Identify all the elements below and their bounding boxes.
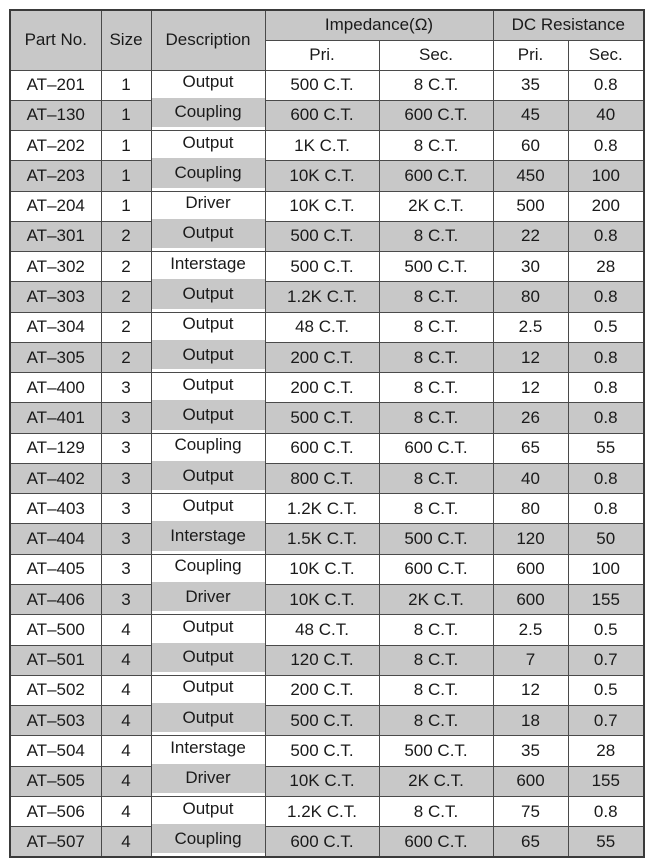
size-cell: 4: [101, 675, 151, 705]
impedance-pri-cell: 48 C.T.: [265, 615, 379, 645]
description-cell: Coupling: [151, 824, 265, 854]
part-no-cell: AT–303: [10, 282, 101, 312]
impedance-sec-cell: 8 C.T.: [379, 221, 493, 251]
dc-sec-cell: 0.8: [568, 373, 644, 403]
description-cell: Coupling: [151, 430, 265, 460]
dc-pri-cell: 18: [493, 706, 568, 736]
table-row: [10, 706, 644, 736]
table-row: [10, 191, 644, 221]
impedance-sec-cell: 600 C.T.: [379, 827, 493, 857]
dc-sec-cell: 0.8: [568, 221, 644, 251]
impedance-pri-cell: 500 C.T.: [265, 706, 379, 736]
part-no-cell: AT–505: [10, 766, 101, 796]
impedance-sec-cell: 500 C.T.: [379, 524, 493, 554]
header-impedance-sec: Sec.: [379, 40, 493, 70]
size-cell: 3: [101, 585, 151, 615]
dc-pri-cell: 65: [493, 827, 568, 857]
size-cell: 1: [101, 131, 151, 161]
impedance-sec-cell: 8 C.T.: [379, 131, 493, 161]
dc-sec-cell: 155: [568, 766, 644, 796]
dc-sec-cell: 200: [568, 191, 644, 221]
table-row: [10, 585, 644, 615]
size-cell: 1: [101, 161, 151, 191]
header-size: Size: [101, 10, 151, 70]
size-cell: 3: [101, 554, 151, 584]
table-row: [10, 100, 644, 130]
size-cell: 3: [101, 524, 151, 554]
impedance-pri-cell: 800 C.T.: [265, 463, 379, 493]
table-row: [10, 282, 644, 312]
impedance-pri-cell: 1.2K C.T.: [265, 282, 379, 312]
part-no-cell: AT–404: [10, 524, 101, 554]
part-no-cell: AT–129: [10, 433, 101, 463]
header-part-no: Part No.: [10, 10, 101, 70]
dc-sec-cell: 55: [568, 827, 644, 857]
dc-pri-cell: 75: [493, 796, 568, 826]
impedance-sec-cell: 8 C.T.: [379, 282, 493, 312]
size-cell: 3: [101, 373, 151, 403]
dc-sec-cell: 100: [568, 554, 644, 584]
dc-sec-cell: 0.8: [568, 463, 644, 493]
impedance-sec-cell: 8 C.T.: [379, 645, 493, 675]
description-cell: Interstage: [151, 733, 265, 763]
size-cell: 3: [101, 433, 151, 463]
dc-pri-cell: 80: [493, 282, 568, 312]
header-dc-resistance: DC Resistance: [493, 10, 644, 40]
table-row: [10, 736, 644, 766]
dc-pri-cell: 600: [493, 766, 568, 796]
impedance-sec-cell: 2K C.T.: [379, 766, 493, 796]
impedance-sec-cell: 2K C.T.: [379, 585, 493, 615]
table-row: [10, 221, 644, 251]
part-no-cell: AT–202: [10, 131, 101, 161]
table-row: [10, 524, 644, 554]
part-no-cell: AT–402: [10, 463, 101, 493]
size-cell: 3: [101, 403, 151, 433]
description-cell: Coupling: [151, 551, 265, 581]
dc-sec-cell: 28: [568, 252, 644, 282]
dc-pri-cell: 40: [493, 463, 568, 493]
table-row: [10, 70, 644, 100]
size-cell: 4: [101, 766, 151, 796]
dc-pri-cell: 80: [493, 494, 568, 524]
part-no-cell: AT–400: [10, 373, 101, 403]
part-no-cell: AT–401: [10, 403, 101, 433]
impedance-pri-cell: 1.5K C.T.: [265, 524, 379, 554]
table-row: [10, 766, 644, 796]
dc-sec-cell: 100: [568, 161, 644, 191]
impedance-pri-cell: 500 C.T.: [265, 252, 379, 282]
description-cell: Output: [151, 309, 265, 339]
dc-sec-cell: 0.7: [568, 706, 644, 736]
impedance-sec-cell: 600 C.T.: [379, 554, 493, 584]
description-cell: Output: [151, 279, 265, 309]
part-no-cell: AT–302: [10, 252, 101, 282]
part-no-cell: AT–406: [10, 585, 101, 615]
description-cell: Interstage: [151, 521, 265, 551]
table-row: [10, 161, 644, 191]
description-cell: Output: [151, 128, 265, 158]
description-cell: Output: [151, 460, 265, 490]
dc-sec-cell: 55: [568, 433, 644, 463]
dc-sec-cell: 50: [568, 524, 644, 554]
size-cell: 3: [101, 494, 151, 524]
dc-sec-cell: 0.8: [568, 70, 644, 100]
dc-pri-cell: 600: [493, 585, 568, 615]
size-cell: 2: [101, 252, 151, 282]
dc-sec-cell: 40: [568, 100, 644, 130]
dc-pri-cell: 600: [493, 554, 568, 584]
dc-pri-cell: 35: [493, 736, 568, 766]
size-cell: 4: [101, 736, 151, 766]
part-no-cell: AT–502: [10, 675, 101, 705]
part-no-cell: AT–130: [10, 100, 101, 130]
size-cell: 2: [101, 221, 151, 251]
description-cell: Coupling: [151, 97, 265, 127]
size-cell: 2: [101, 312, 151, 342]
impedance-sec-cell: 8 C.T.: [379, 463, 493, 493]
size-cell: 1: [101, 70, 151, 100]
dc-sec-cell: 0.8: [568, 796, 644, 826]
dc-sec-cell: 0.5: [568, 675, 644, 705]
size-cell: 2: [101, 342, 151, 372]
dc-pri-cell: 2.5: [493, 615, 568, 645]
dc-pri-cell: 45: [493, 100, 568, 130]
dc-sec-cell: 0.8: [568, 403, 644, 433]
part-no-cell: AT–304: [10, 312, 101, 342]
description-cell: Output: [151, 491, 265, 521]
table-row: [10, 827, 644, 857]
table-row: [10, 494, 644, 524]
header-dc-sec: Sec.: [568, 40, 644, 70]
part-no-cell: AT–405: [10, 554, 101, 584]
dc-pri-cell: 500: [493, 191, 568, 221]
impedance-sec-cell: 8 C.T.: [379, 342, 493, 372]
table-row: [10, 131, 644, 161]
table-row: [10, 675, 644, 705]
impedance-pri-cell: 10K C.T.: [265, 585, 379, 615]
impedance-pri-cell: 500 C.T.: [265, 736, 379, 766]
part-no-cell: AT–204: [10, 191, 101, 221]
impedance-pri-cell: 600 C.T.: [265, 827, 379, 857]
dc-pri-cell: 12: [493, 675, 568, 705]
table-row: [10, 252, 644, 282]
part-no-cell: AT–506: [10, 796, 101, 826]
description-cell: Output: [151, 703, 265, 733]
dc-sec-cell: 0.5: [568, 312, 644, 342]
dc-pri-cell: 450: [493, 161, 568, 191]
table-body: [10, 70, 644, 857]
part-no-cell: AT–503: [10, 706, 101, 736]
dc-pri-cell: 7: [493, 645, 568, 675]
dc-sec-cell: 0.5: [568, 615, 644, 645]
part-no-cell: AT–203: [10, 161, 101, 191]
impedance-pri-cell: 1K C.T.: [265, 131, 379, 161]
impedance-sec-cell: 8 C.T.: [379, 494, 493, 524]
dc-pri-cell: 2.5: [493, 312, 568, 342]
description-cell: Output: [151, 339, 265, 369]
impedance-sec-cell: 600 C.T.: [379, 433, 493, 463]
table-row: [10, 615, 644, 645]
dc-pri-cell: 120: [493, 524, 568, 554]
size-cell: 4: [101, 645, 151, 675]
impedance-sec-cell: 8 C.T.: [379, 70, 493, 100]
impedance-pri-cell: 500 C.T.: [265, 403, 379, 433]
part-no-cell: AT–403: [10, 494, 101, 524]
header-impedance: Impedance(Ω): [265, 10, 493, 40]
part-no-cell: AT–504: [10, 736, 101, 766]
impedance-sec-cell: 500 C.T.: [379, 736, 493, 766]
impedance-sec-cell: 8 C.T.: [379, 615, 493, 645]
impedance-pri-cell: 1.2K C.T.: [265, 796, 379, 826]
impedance-pri-cell: 10K C.T.: [265, 554, 379, 584]
size-cell: 4: [101, 615, 151, 645]
dc-pri-cell: 35: [493, 70, 568, 100]
impedance-pri-cell: 48 C.T.: [265, 312, 379, 342]
description-cell: Output: [151, 793, 265, 823]
size-cell: 4: [101, 796, 151, 826]
dc-sec-cell: 0.8: [568, 282, 644, 312]
dc-pri-cell: 26: [493, 403, 568, 433]
table-row: [10, 796, 644, 826]
part-no-cell: AT–501: [10, 645, 101, 675]
size-cell: 3: [101, 463, 151, 493]
dc-sec-cell: 0.8: [568, 342, 644, 372]
impedance-sec-cell: 8 C.T.: [379, 796, 493, 826]
impedance-pri-cell: 1.2K C.T.: [265, 494, 379, 524]
table-row: [10, 463, 644, 493]
impedance-pri-cell: 200 C.T.: [265, 342, 379, 372]
size-cell: 4: [101, 827, 151, 857]
description-cell: Output: [151, 400, 265, 430]
part-no-cell: AT–301: [10, 221, 101, 251]
part-no-cell: AT–507: [10, 827, 101, 857]
impedance-pri-cell: 120 C.T.: [265, 645, 379, 675]
impedance-sec-cell: 8 C.T.: [379, 403, 493, 433]
transformer-spec-table: [9, 9, 645, 858]
table-row: [10, 554, 644, 584]
impedance-pri-cell: 10K C.T.: [265, 766, 379, 796]
table-row: [10, 373, 644, 403]
description-cell: Output: [151, 612, 265, 642]
description-cell: Driver: [151, 763, 265, 793]
size-cell: 1: [101, 100, 151, 130]
size-cell: 4: [101, 706, 151, 736]
description-cell: Output: [151, 370, 265, 400]
impedance-sec-cell: 8 C.T.: [379, 312, 493, 342]
description-cell: Output: [151, 642, 265, 672]
description-cell: Driver: [151, 582, 265, 612]
dc-pri-cell: 65: [493, 433, 568, 463]
impedance-pri-cell: 500 C.T.: [265, 70, 379, 100]
dc-pri-cell: 30: [493, 252, 568, 282]
impedance-pri-cell: 600 C.T.: [265, 100, 379, 130]
dc-sec-cell: 0.7: [568, 645, 644, 675]
header-impedance-pri: Pri.: [265, 40, 379, 70]
dc-pri-cell: 12: [493, 342, 568, 372]
part-no-cell: AT–500: [10, 615, 101, 645]
part-no-cell: AT–305: [10, 342, 101, 372]
impedance-sec-cell: 2K C.T.: [379, 191, 493, 221]
table-row: [10, 403, 644, 433]
header-description: Description: [151, 10, 265, 70]
dc-pri-cell: 12: [493, 373, 568, 403]
table-row: [10, 433, 644, 463]
impedance-pri-cell: 10K C.T.: [265, 191, 379, 221]
table-row: [10, 645, 644, 675]
impedance-pri-cell: 600 C.T.: [265, 433, 379, 463]
dc-sec-cell: 28: [568, 736, 644, 766]
part-no-cell: AT–201: [10, 70, 101, 100]
description-cell: Output: [151, 672, 265, 702]
impedance-pri-cell: 200 C.T.: [265, 373, 379, 403]
dc-sec-cell: 0.8: [568, 494, 644, 524]
size-cell: 1: [101, 191, 151, 221]
impedance-sec-cell: 8 C.T.: [379, 675, 493, 705]
description-cell: Output: [151, 218, 265, 248]
impedance-sec-cell: 600 C.T.: [379, 161, 493, 191]
header-dc-pri: Pri.: [493, 40, 568, 70]
dc-sec-cell: 155: [568, 585, 644, 615]
impedance-sec-cell: 8 C.T.: [379, 706, 493, 736]
description-cell: Driver: [151, 188, 265, 218]
impedance-pri-cell: 500 C.T.: [265, 221, 379, 251]
description-cell: Coupling: [151, 158, 265, 188]
description-cell: Output: [151, 67, 265, 97]
impedance-pri-cell: 200 C.T.: [265, 675, 379, 705]
dc-pri-cell: 22: [493, 221, 568, 251]
impedance-sec-cell: 600 C.T.: [379, 100, 493, 130]
dc-sec-cell: 0.8: [568, 131, 644, 161]
description-cell: Interstage: [151, 249, 265, 279]
dc-pri-cell: 60: [493, 131, 568, 161]
table-row: [10, 312, 644, 342]
impedance-sec-cell: 500 C.T.: [379, 252, 493, 282]
impedance-sec-cell: 8 C.T.: [379, 373, 493, 403]
table-row: [10, 342, 644, 372]
size-cell: 2: [101, 282, 151, 312]
impedance-pri-cell: 10K C.T.: [265, 161, 379, 191]
